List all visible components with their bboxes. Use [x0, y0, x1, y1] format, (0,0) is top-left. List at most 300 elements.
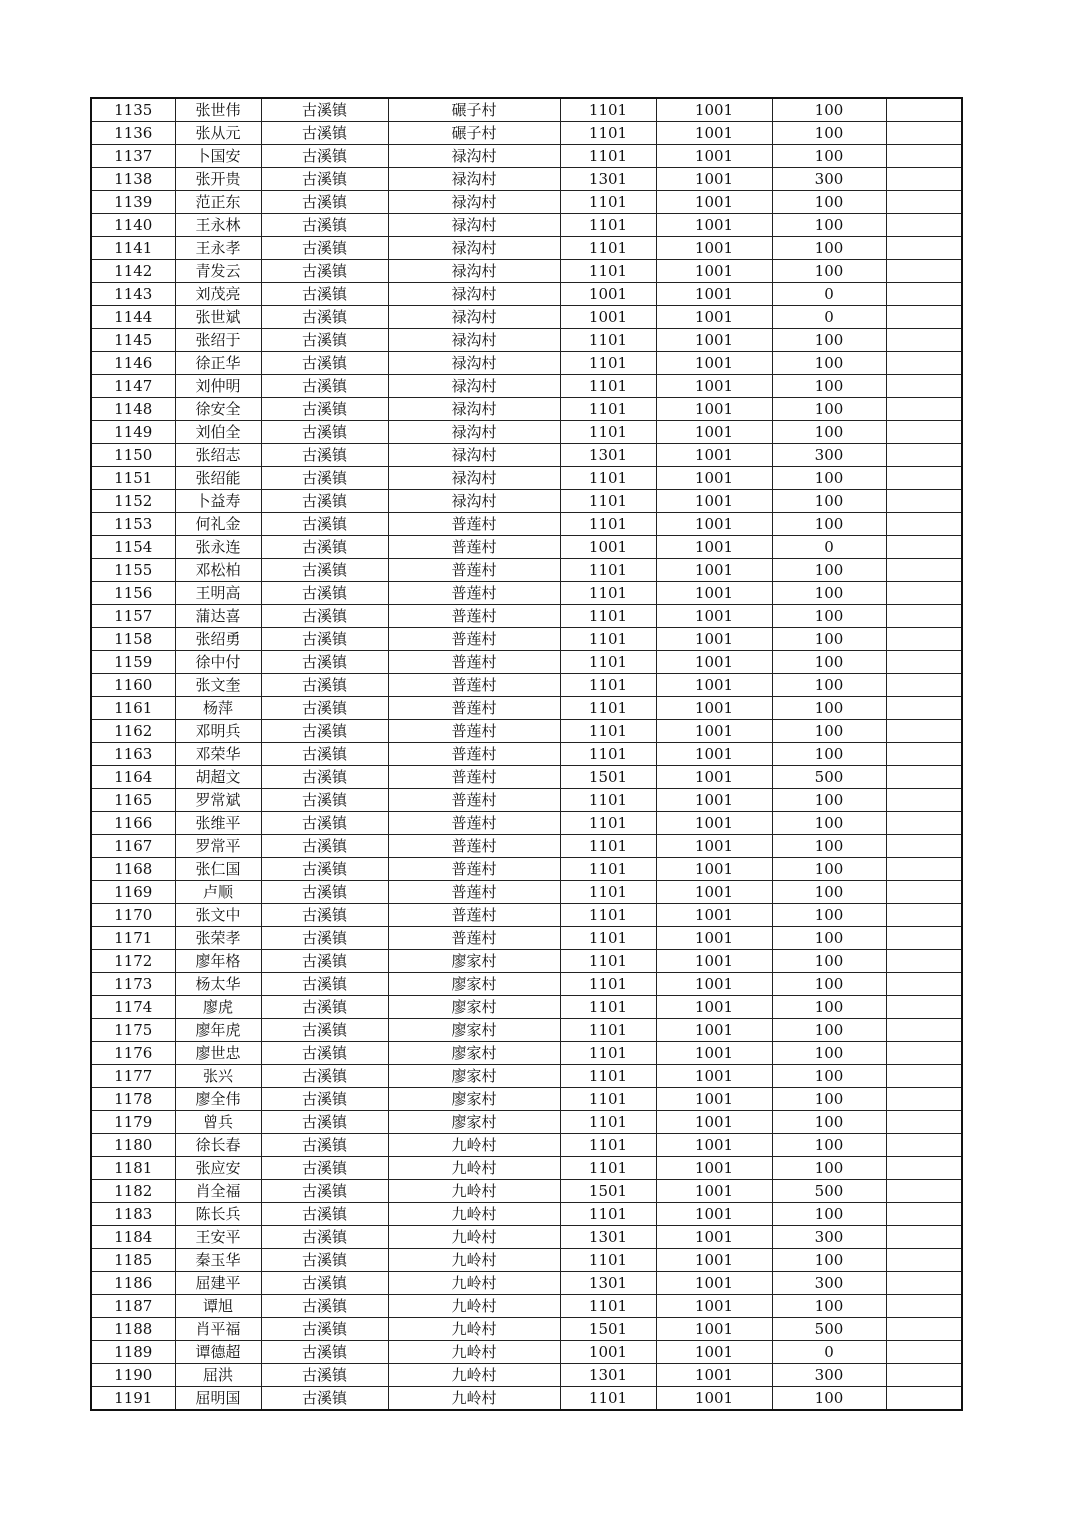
amount-cell: 100	[772, 329, 886, 352]
amount-cell: 100	[772, 1111, 886, 1134]
name-cell: 谭德超	[175, 1341, 261, 1364]
town-cell: 古溪镇	[261, 996, 388, 1019]
code-cell: 1101	[560, 927, 656, 950]
table-row	[91, 674, 962, 697]
remark-cell	[886, 812, 962, 835]
village-cell: 普莲村	[388, 651, 560, 674]
remark-cell	[886, 214, 962, 237]
code-cell: 1101	[560, 1111, 656, 1134]
code-cell: 1301	[560, 444, 656, 467]
code-cell: 1101	[560, 467, 656, 490]
code-cell: 1101	[560, 237, 656, 260]
town-cell: 古溪镇	[261, 513, 388, 536]
name-cell: 青发云	[175, 260, 261, 283]
code-cell: 1101	[560, 904, 656, 927]
serial-cell: 1160	[91, 674, 175, 697]
base-code-cell: 1001	[656, 1088, 772, 1111]
name-cell: 胡超文	[175, 766, 261, 789]
amount-cell: 100	[772, 1387, 886, 1411]
amount-cell: 100	[772, 467, 886, 490]
town-cell: 古溪镇	[261, 973, 388, 996]
base-code-cell: 1001	[656, 1249, 772, 1272]
code-cell: 1101	[560, 1157, 656, 1180]
amount-cell: 100	[772, 421, 886, 444]
remark-cell	[886, 1134, 962, 1157]
name-cell: 陈长兵	[175, 1203, 261, 1226]
name-cell: 王永孝	[175, 237, 261, 260]
name-cell: 卢顺	[175, 881, 261, 904]
code-cell: 1101	[560, 352, 656, 375]
village-cell: 普莲村	[388, 766, 560, 789]
village-cell: 九岭村	[388, 1180, 560, 1203]
town-cell: 古溪镇	[261, 1341, 388, 1364]
remark-cell	[886, 306, 962, 329]
base-code-cell: 1001	[656, 168, 772, 191]
remark-cell	[886, 375, 962, 398]
village-cell: 廖家村	[388, 1042, 560, 1065]
amount-cell: 0	[772, 536, 886, 559]
serial-cell: 1185	[91, 1249, 175, 1272]
amount-cell: 100	[772, 674, 886, 697]
base-code-cell: 1001	[656, 191, 772, 214]
base-code-cell: 1001	[656, 513, 772, 536]
remark-cell	[886, 467, 962, 490]
remark-cell	[886, 329, 962, 352]
base-code-cell: 1001	[656, 789, 772, 812]
serial-cell: 1155	[91, 559, 175, 582]
table-row	[91, 1272, 962, 1295]
name-cell: 王永林	[175, 214, 261, 237]
town-cell: 古溪镇	[261, 950, 388, 973]
code-cell: 1501	[560, 766, 656, 789]
village-cell: 九岭村	[388, 1364, 560, 1387]
base-code-cell: 1001	[656, 122, 772, 145]
name-cell: 刘茂亮	[175, 283, 261, 306]
table-row	[91, 1042, 962, 1065]
remark-cell	[886, 881, 962, 904]
code-cell: 1301	[560, 168, 656, 191]
serial-cell: 1165	[91, 789, 175, 812]
base-code-cell: 1001	[656, 559, 772, 582]
town-cell: 古溪镇	[261, 444, 388, 467]
village-cell: 九岭村	[388, 1387, 560, 1411]
village-cell: 廖家村	[388, 1019, 560, 1042]
base-code-cell: 1001	[656, 973, 772, 996]
town-cell: 古溪镇	[261, 536, 388, 559]
serial-cell: 1136	[91, 122, 175, 145]
table-row	[91, 1341, 962, 1364]
name-cell: 邓松柏	[175, 559, 261, 582]
town-cell: 古溪镇	[261, 98, 388, 122]
amount-cell: 100	[772, 214, 886, 237]
village-cell: 九岭村	[388, 1272, 560, 1295]
town-cell: 古溪镇	[261, 329, 388, 352]
town-cell: 古溪镇	[261, 674, 388, 697]
name-cell: 廖全伟	[175, 1088, 261, 1111]
amount-cell: 100	[772, 743, 886, 766]
name-cell: 罗常斌	[175, 789, 261, 812]
code-cell: 1101	[560, 973, 656, 996]
name-cell: 徐长春	[175, 1134, 261, 1157]
table-row	[91, 98, 962, 122]
table-row	[91, 651, 962, 674]
code-cell: 1101	[560, 375, 656, 398]
town-cell: 古溪镇	[261, 260, 388, 283]
table-row	[91, 996, 962, 1019]
amount-cell: 100	[772, 628, 886, 651]
code-cell: 1001	[560, 536, 656, 559]
code-cell: 1101	[560, 98, 656, 122]
name-cell: 张仁国	[175, 858, 261, 881]
base-code-cell: 1001	[656, 98, 772, 122]
code-cell: 1001	[560, 283, 656, 306]
amount-cell: 100	[772, 1065, 886, 1088]
town-cell: 古溪镇	[261, 1042, 388, 1065]
code-cell: 1101	[560, 214, 656, 237]
remark-cell	[886, 720, 962, 743]
town-cell: 古溪镇	[261, 927, 388, 950]
amount-cell: 300	[772, 444, 886, 467]
base-code-cell: 1001	[656, 398, 772, 421]
table-row	[91, 559, 962, 582]
amount-cell: 100	[772, 697, 886, 720]
amount-cell: 100	[772, 191, 886, 214]
town-cell: 古溪镇	[261, 1088, 388, 1111]
village-cell: 九岭村	[388, 1318, 560, 1341]
name-cell: 杨太华	[175, 973, 261, 996]
remark-cell	[886, 950, 962, 973]
amount-cell: 100	[772, 881, 886, 904]
town-cell: 古溪镇	[261, 1295, 388, 1318]
table-body	[91, 98, 962, 1410]
serial-cell: 1156	[91, 582, 175, 605]
code-cell: 1101	[560, 490, 656, 513]
amount-cell: 100	[772, 1203, 886, 1226]
name-cell: 张维平	[175, 812, 261, 835]
remark-cell	[886, 605, 962, 628]
name-cell: 张绍勇	[175, 628, 261, 651]
village-cell: 廖家村	[388, 950, 560, 973]
serial-cell: 1154	[91, 536, 175, 559]
remark-cell	[886, 996, 962, 1019]
serial-cell: 1145	[91, 329, 175, 352]
amount-cell: 100	[772, 513, 886, 536]
base-code-cell: 1001	[656, 214, 772, 237]
base-code-cell: 1001	[656, 1019, 772, 1042]
serial-cell: 1166	[91, 812, 175, 835]
serial-cell: 1143	[91, 283, 175, 306]
name-cell: 张绍能	[175, 467, 261, 490]
remark-cell	[886, 628, 962, 651]
village-cell: 禄沟村	[388, 145, 560, 168]
table-row	[91, 789, 962, 812]
village-cell: 九岭村	[388, 1249, 560, 1272]
amount-cell: 100	[772, 237, 886, 260]
base-code-cell: 1001	[656, 1387, 772, 1411]
village-cell: 普莲村	[388, 513, 560, 536]
serial-cell: 1164	[91, 766, 175, 789]
serial-cell: 1151	[91, 467, 175, 490]
village-cell: 普莲村	[388, 559, 560, 582]
town-cell: 古溪镇	[261, 559, 388, 582]
amount-cell: 0	[772, 1341, 886, 1364]
town-cell: 古溪镇	[261, 582, 388, 605]
table-row	[91, 122, 962, 145]
name-cell: 张文中	[175, 904, 261, 927]
remark-cell	[886, 145, 962, 168]
serial-cell: 1175	[91, 1019, 175, 1042]
amount-cell: 100	[772, 927, 886, 950]
table-row	[91, 1180, 962, 1203]
amount-cell: 100	[772, 559, 886, 582]
remark-cell	[886, 1042, 962, 1065]
name-cell: 张应安	[175, 1157, 261, 1180]
table-row	[91, 490, 962, 513]
name-cell: 廖世忠	[175, 1042, 261, 1065]
code-cell: 1101	[560, 145, 656, 168]
town-cell: 古溪镇	[261, 1387, 388, 1411]
table-row	[91, 766, 962, 789]
table-row	[91, 536, 962, 559]
serial-cell: 1171	[91, 927, 175, 950]
serial-cell: 1142	[91, 260, 175, 283]
village-cell: 禄沟村	[388, 352, 560, 375]
amount-cell: 100	[772, 720, 886, 743]
village-cell: 禄沟村	[388, 237, 560, 260]
town-cell: 古溪镇	[261, 1249, 388, 1272]
village-cell: 禄沟村	[388, 444, 560, 467]
serial-cell: 1180	[91, 1134, 175, 1157]
base-code-cell: 1001	[656, 1226, 772, 1249]
village-cell: 廖家村	[388, 973, 560, 996]
town-cell: 古溪镇	[261, 1203, 388, 1226]
code-cell: 1101	[560, 1295, 656, 1318]
serial-cell: 1139	[91, 191, 175, 214]
amount-cell: 100	[772, 145, 886, 168]
serial-cell: 1148	[91, 398, 175, 421]
amount-cell: 300	[772, 1364, 886, 1387]
table-row	[91, 513, 962, 536]
name-cell: 罗常平	[175, 835, 261, 858]
serial-cell: 1146	[91, 352, 175, 375]
name-cell: 张从元	[175, 122, 261, 145]
name-cell: 何礼金	[175, 513, 261, 536]
name-cell: 张世伟	[175, 98, 261, 122]
amount-cell: 500	[772, 1318, 886, 1341]
base-code-cell: 1001	[656, 720, 772, 743]
table-row	[91, 306, 962, 329]
table-row	[91, 237, 962, 260]
table-row	[91, 1387, 962, 1411]
table-row	[91, 1019, 962, 1042]
serial-cell: 1186	[91, 1272, 175, 1295]
base-code-cell: 1001	[656, 766, 772, 789]
table-row	[91, 375, 962, 398]
code-cell: 1101	[560, 329, 656, 352]
code-cell: 1101	[560, 513, 656, 536]
remark-cell	[886, 1387, 962, 1411]
code-cell: 1101	[560, 812, 656, 835]
name-cell: 张绍于	[175, 329, 261, 352]
table-row	[91, 950, 962, 973]
town-cell: 古溪镇	[261, 467, 388, 490]
base-code-cell: 1001	[656, 1203, 772, 1226]
remark-cell	[886, 536, 962, 559]
remark-cell	[886, 1111, 962, 1134]
name-cell: 张世斌	[175, 306, 261, 329]
amount-cell: 100	[772, 904, 886, 927]
base-code-cell: 1001	[656, 1134, 772, 1157]
amount-cell: 100	[772, 605, 886, 628]
name-cell: 屈洪	[175, 1364, 261, 1387]
serial-cell: 1169	[91, 881, 175, 904]
village-cell: 禄沟村	[388, 398, 560, 421]
serial-cell: 1141	[91, 237, 175, 260]
code-cell: 1101	[560, 605, 656, 628]
serial-cell: 1182	[91, 1180, 175, 1203]
table-row	[91, 1249, 962, 1272]
village-cell: 廖家村	[388, 1111, 560, 1134]
remark-cell	[886, 973, 962, 996]
base-code-cell: 1001	[656, 145, 772, 168]
remark-cell	[886, 927, 962, 950]
village-cell: 禄沟村	[388, 375, 560, 398]
base-code-cell: 1001	[656, 536, 772, 559]
code-cell: 1101	[560, 1088, 656, 1111]
amount-cell: 100	[772, 651, 886, 674]
table-row	[91, 329, 962, 352]
remark-cell	[886, 1180, 962, 1203]
base-code-cell: 1001	[656, 306, 772, 329]
amount-cell: 100	[772, 1042, 886, 1065]
table-row	[91, 1226, 962, 1249]
code-cell: 1101	[560, 1387, 656, 1411]
code-cell: 1101	[560, 1203, 656, 1226]
remark-cell	[886, 122, 962, 145]
village-cell: 普莲村	[388, 812, 560, 835]
serial-cell: 1184	[91, 1226, 175, 1249]
base-code-cell: 1001	[656, 812, 772, 835]
base-code-cell: 1001	[656, 329, 772, 352]
village-cell: 禄沟村	[388, 260, 560, 283]
serial-cell: 1188	[91, 1318, 175, 1341]
town-cell: 古溪镇	[261, 145, 388, 168]
code-cell: 1101	[560, 858, 656, 881]
name-cell: 张文奎	[175, 674, 261, 697]
town-cell: 古溪镇	[261, 904, 388, 927]
data-table	[90, 97, 963, 1411]
town-cell: 古溪镇	[261, 1111, 388, 1134]
table-row	[91, 421, 962, 444]
base-code-cell: 1001	[656, 1341, 772, 1364]
serial-cell: 1135	[91, 98, 175, 122]
amount-cell: 300	[772, 168, 886, 191]
village-cell: 九岭村	[388, 1341, 560, 1364]
base-code-cell: 1001	[656, 467, 772, 490]
remark-cell	[886, 582, 962, 605]
name-cell: 邓明兵	[175, 720, 261, 743]
table-row	[91, 168, 962, 191]
table-row	[91, 697, 962, 720]
name-cell: 刘仲明	[175, 375, 261, 398]
table-row	[91, 145, 962, 168]
base-code-cell: 1001	[656, 697, 772, 720]
name-cell: 谭旭	[175, 1295, 261, 1318]
remark-cell	[886, 237, 962, 260]
base-code-cell: 1001	[656, 352, 772, 375]
serial-cell: 1140	[91, 214, 175, 237]
code-cell: 1101	[560, 1042, 656, 1065]
name-cell: 范正东	[175, 191, 261, 214]
table-row	[91, 1134, 962, 1157]
base-code-cell: 1001	[656, 490, 772, 513]
code-cell: 1101	[560, 260, 656, 283]
name-cell: 张荣孝	[175, 927, 261, 950]
town-cell: 古溪镇	[261, 306, 388, 329]
village-cell: 普莲村	[388, 605, 560, 628]
name-cell: 杨萍	[175, 697, 261, 720]
table-row	[91, 812, 962, 835]
table-row	[91, 628, 962, 651]
table-row	[91, 605, 962, 628]
code-cell: 1101	[560, 789, 656, 812]
name-cell: 王明高	[175, 582, 261, 605]
town-cell: 古溪镇	[261, 858, 388, 881]
code-cell: 1501	[560, 1318, 656, 1341]
town-cell: 古溪镇	[261, 720, 388, 743]
base-code-cell: 1001	[656, 1065, 772, 1088]
code-cell: 1301	[560, 1364, 656, 1387]
table-row	[91, 927, 962, 950]
code-cell: 1101	[560, 881, 656, 904]
table-row	[91, 191, 962, 214]
name-cell: 肖全福	[175, 1180, 261, 1203]
remark-cell	[886, 1065, 962, 1088]
town-cell: 古溪镇	[261, 214, 388, 237]
serial-cell: 1170	[91, 904, 175, 927]
amount-cell: 100	[772, 858, 886, 881]
base-code-cell: 1001	[656, 1180, 772, 1203]
name-cell: 屈明国	[175, 1387, 261, 1411]
remark-cell	[886, 674, 962, 697]
amount-cell: 100	[772, 1249, 886, 1272]
table-row	[91, 973, 962, 996]
amount-cell: 100	[772, 1088, 886, 1111]
name-cell: 徐安全	[175, 398, 261, 421]
name-cell: 廖年格	[175, 950, 261, 973]
town-cell: 古溪镇	[261, 398, 388, 421]
town-cell: 古溪镇	[261, 697, 388, 720]
table-row	[91, 214, 962, 237]
table-row	[91, 1318, 962, 1341]
name-cell: 徐正华	[175, 352, 261, 375]
table-row	[91, 1295, 962, 1318]
town-cell: 古溪镇	[261, 168, 388, 191]
town-cell: 古溪镇	[261, 1364, 388, 1387]
remark-cell	[886, 835, 962, 858]
amount-cell: 100	[772, 996, 886, 1019]
base-code-cell: 1001	[656, 444, 772, 467]
remark-cell	[886, 260, 962, 283]
code-cell: 1101	[560, 628, 656, 651]
village-cell: 普莲村	[388, 674, 560, 697]
table-row	[91, 467, 962, 490]
amount-cell: 100	[772, 789, 886, 812]
village-cell: 廖家村	[388, 1088, 560, 1111]
amount-cell: 100	[772, 98, 886, 122]
code-cell: 1101	[560, 421, 656, 444]
town-cell: 古溪镇	[261, 375, 388, 398]
